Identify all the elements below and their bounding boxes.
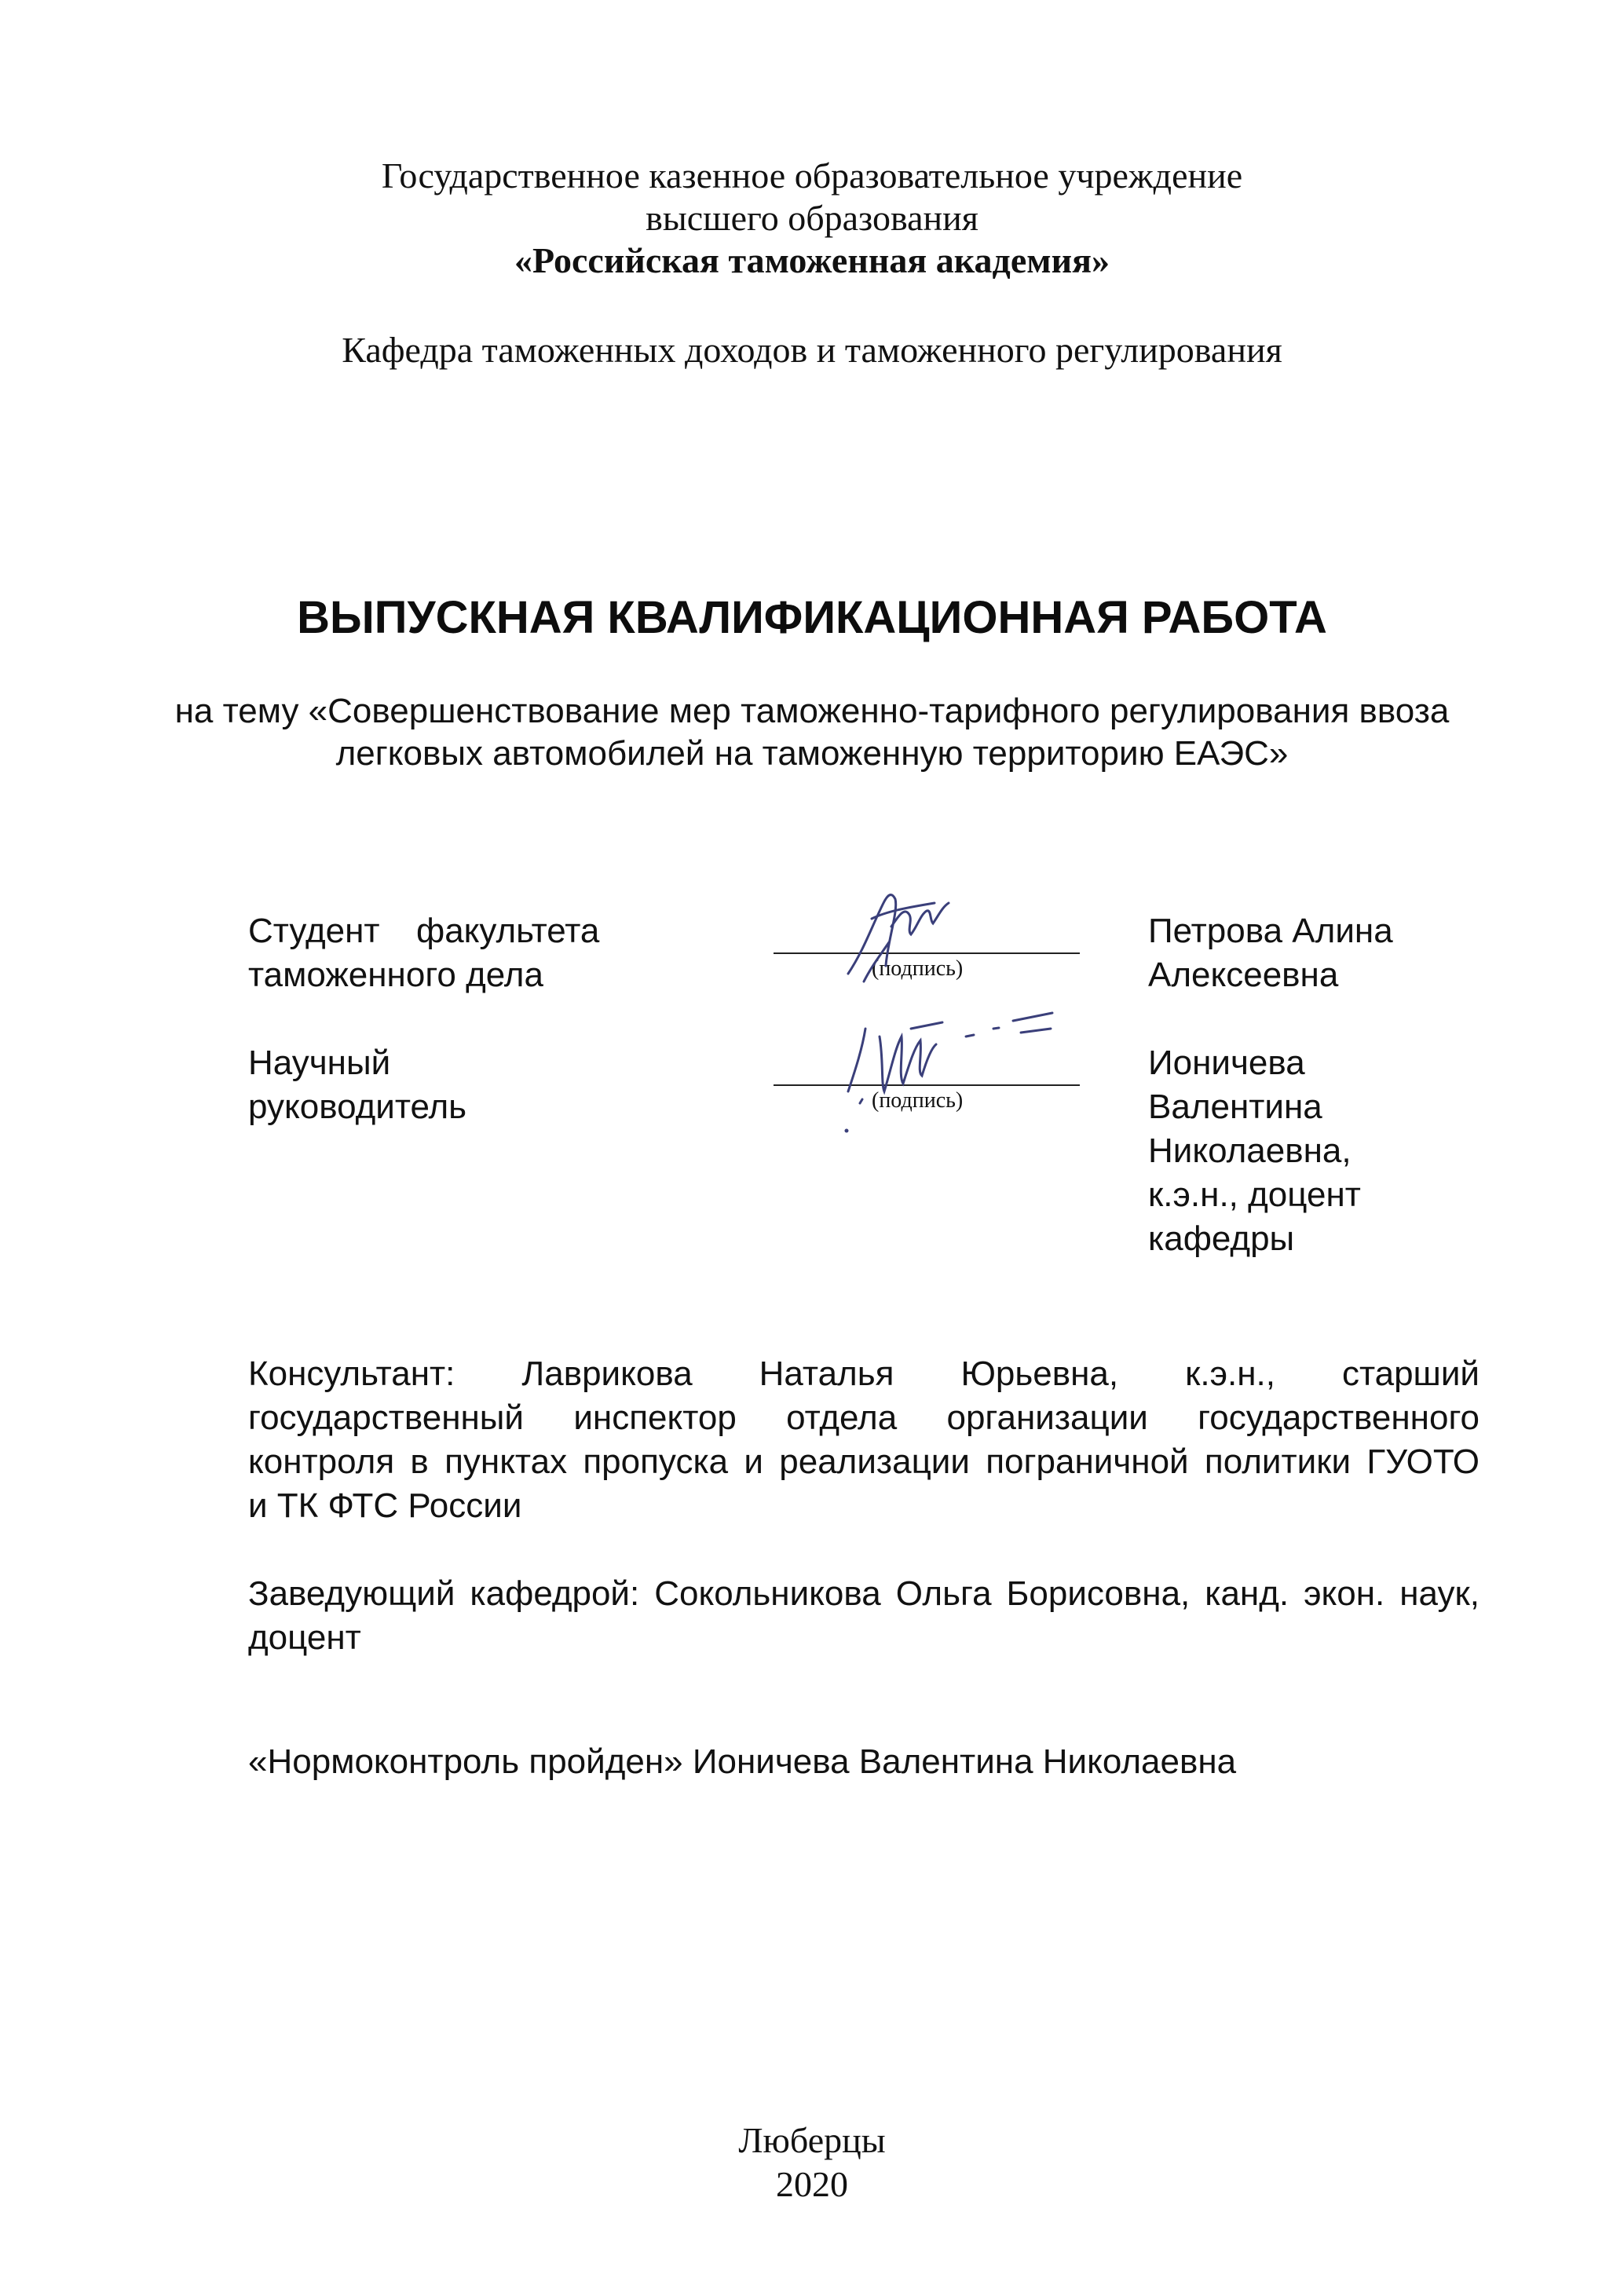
student-role-label-c: таможенного дела (248, 956, 543, 994)
city: Люберцы (738, 2120, 886, 2160)
supervisor-name-line-2: Валентина (1148, 1088, 1322, 1126)
supervisor-department-line: кафедры (1148, 1219, 1295, 1258)
supervisor-role-label-a: Научный (248, 1044, 391, 1082)
normcontrol-note: «Нормоконтроль пройден» Ионичева Валентина Николаевна (248, 1742, 1237, 1781)
department-name: Кафедра таможенных доходов и таможенного регулирования (342, 330, 1282, 370)
supervisor-role-label-b: руководитель (248, 1088, 467, 1126)
consultant-line-3: контроля в пунктах пропуска и реализации пограничной политики ГУОТО (248, 1442, 1480, 1481)
consultant-line-2: государственный инспектор отдела организации государственного (248, 1398, 1480, 1437)
document-title: ВЫПУСКНАЯ КВАЛИФИКАЦИОННАЯ РАБОТА (297, 592, 1327, 643)
supervisor-signature-image (817, 974, 1068, 1139)
consultant-line-1: Консультант: Лаврикова Наталья Юрьевна, к.э.н., старший (248, 1355, 1480, 1393)
topic-line-1: на тему «Совершенствование мер таможенно-тарифного регулирования ввоза (174, 692, 1450, 730)
supervisor-signature-caption: (подпись) (872, 1088, 964, 1113)
institution-education-line: высшего образования (646, 198, 978, 238)
supervisor-name-line-3: Николаевна, (1148, 1132, 1352, 1170)
institution-type-line: Государственное казенное образовательное учреждение (381, 155, 1243, 196)
consultant-line-4: и ТК ФТС России (248, 1486, 522, 1525)
head-of-department-line-2: доцент (248, 1618, 361, 1657)
student-name-line-2: Алексеевна (1148, 956, 1339, 994)
topic-line-2: легковых автомобилей на таможенную территорию ЕАЭС» (335, 734, 1289, 773)
academy-name: «Российская таможенная академия» (514, 240, 1110, 280)
student-name-line-1: Петрова Алина (1148, 912, 1393, 950)
student-role-label-b: факультета (416, 912, 600, 950)
head-of-department-line-1: Заведующий кафедрой: Сокольникова Ольга Борисовна, канд. экон. наук, (248, 1574, 1480, 1613)
student-role-label-a: Студент (248, 912, 380, 950)
year: 2020 (776, 2164, 848, 2204)
supervisor-degree-line: к.э.н., доцент (1148, 1175, 1361, 1214)
supervisor-name-line-1: Ионичева (1148, 1044, 1305, 1082)
student-signature-caption: (подпись) (872, 956, 964, 981)
